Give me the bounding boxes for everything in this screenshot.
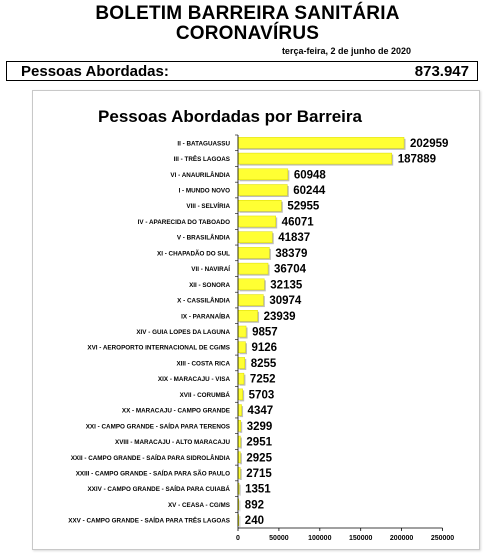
- bar: [238, 310, 258, 321]
- bar: [238, 373, 244, 384]
- category-label: XXII - CAMPO GRANDE - SAÍDA PARA SIDROLÂNDIA: [70, 454, 230, 462]
- value-label: 187889: [397, 153, 437, 166]
- value-label: 46071: [281, 216, 314, 229]
- category-label: VIII - SELVÍRIA: [186, 203, 230, 211]
- x-tick-label: 250000: [430, 535, 455, 542]
- value-label: 892: [244, 499, 264, 512]
- bar-chart: [33, 91, 481, 551]
- chart-frame: [32, 90, 480, 550]
- report-date: terça-feira, 2 de junho de 2020: [281, 46, 411, 56]
- value-label: 60948: [293, 169, 326, 182]
- bar: [238, 153, 392, 164]
- category-label: XII - SONORA: [189, 281, 230, 289]
- x-tick-label: 0: [236, 535, 240, 542]
- value-label: 7252: [249, 373, 276, 386]
- bar: [238, 216, 276, 227]
- category-label: XX - MARACAJU - CAMPO GRANDE: [121, 407, 230, 415]
- summary-value: 873.947: [414, 63, 469, 80]
- bar-shadow: [240, 500, 241, 511]
- bar: [238, 232, 272, 243]
- bar: [238, 279, 264, 290]
- bar: [238, 405, 242, 416]
- x-tick-label: 100000: [308, 535, 332, 542]
- value-label: 8255: [250, 357, 277, 370]
- bar: [238, 185, 287, 196]
- category-label: IV - APARECIDA DO TABOADO: [137, 218, 230, 226]
- value-label: 52955: [287, 200, 320, 213]
- bar: [238, 357, 245, 368]
- bar: [238, 389, 243, 400]
- category-label: VII - NAVIRAÍ: [191, 266, 230, 274]
- bar: [238, 420, 241, 431]
- category-label: XVIII - MARACAJU - ALTO MARACAJU: [115, 439, 230, 447]
- summary-label: Pessoas Abordadas:: [21, 63, 169, 80]
- value-label: 240: [244, 515, 264, 528]
- category-label: XXV - CAMPO GRANDE - SAÍDA PARA TRÊS LAGOAS: [68, 517, 230, 525]
- value-label: 3299: [246, 420, 273, 433]
- category-label: II - BATAGUASSU: [177, 140, 230, 148]
- value-label: 32135: [270, 279, 303, 292]
- value-label: 4347: [247, 405, 274, 418]
- x-tick-label: 200000: [389, 535, 414, 542]
- category-label: I - MUNDO NOVO: [178, 187, 230, 195]
- report-title: BOLETIM BARREIRA SANITÁRIA: [95, 3, 400, 24]
- value-label: 60244: [293, 185, 326, 198]
- bars-layer: [68, 135, 454, 542]
- chart-title: Pessoas Abordadas por Barreira: [98, 107, 362, 126]
- category-label: X - CASSILÂNDIA: [177, 297, 230, 305]
- category-label: XVII - CORUMBÁ: [179, 391, 230, 399]
- bar: [238, 169, 288, 180]
- value-label: 23939: [263, 310, 296, 323]
- value-label: 2951: [246, 436, 273, 449]
- bar: [238, 247, 269, 258]
- value-label: 202959: [410, 137, 449, 150]
- value-label: 1351: [245, 483, 271, 496]
- value-label: 2925: [246, 452, 272, 465]
- category-label: XVI - AEROPORTO INTERNACIONAL DE CG/MS: [87, 344, 230, 352]
- bar: [238, 295, 263, 306]
- value-label: 38379: [275, 247, 308, 260]
- category-label: XXIV - CAMPO GRANDE - SAÍDA PARA CUIABÁ: [87, 486, 230, 494]
- category-label: XIX - MARACAJU - VISA: [157, 376, 230, 384]
- category-label: XXIII - CAMPO GRANDE - SAÍDA PARA SÃO PAULO: [75, 470, 230, 478]
- category-label: IX - PARANAÍBA: [181, 313, 230, 321]
- summary-box: [6, 61, 478, 81]
- category-label: III - TRÊS LAGOAS: [173, 156, 230, 164]
- value-label: 9126: [251, 342, 278, 355]
- bar: [238, 326, 246, 337]
- value-label: 9857: [252, 326, 278, 339]
- bar: [238, 137, 404, 148]
- bar-shadow: [240, 516, 241, 527]
- category-label: XV - CEASA - CG/MS: [167, 501, 230, 509]
- x-tick-label: 150000: [349, 535, 373, 542]
- category-label: VI - ANAURILÂNDIA: [170, 171, 230, 179]
- category-label: V - BRASILÂNDIA: [176, 234, 230, 242]
- x-tick-label: 50000: [269, 535, 289, 542]
- category-label: XI - CHAPADÃO DO SUL: [157, 250, 230, 258]
- value-label: 36704: [274, 263, 307, 276]
- value-label: 41837: [278, 232, 311, 245]
- bar: [238, 200, 281, 211]
- category-label: XXI - CAMPO GRANDE - SAÍDA PARA TERENOS: [85, 423, 230, 431]
- bar: [238, 342, 245, 353]
- category-label: XIII - COSTA RICA: [176, 360, 230, 368]
- value-label: 5703: [248, 389, 275, 402]
- category-label: XIV - GUIA LOPES DA LAGUNA: [136, 329, 230, 336]
- bar: [238, 263, 268, 274]
- value-label: 2715: [246, 467, 272, 480]
- bar-shadow: [240, 485, 241, 496]
- report-subtitle: CORONAVÍRUS: [175, 23, 320, 44]
- value-label: 30974: [269, 295, 302, 308]
